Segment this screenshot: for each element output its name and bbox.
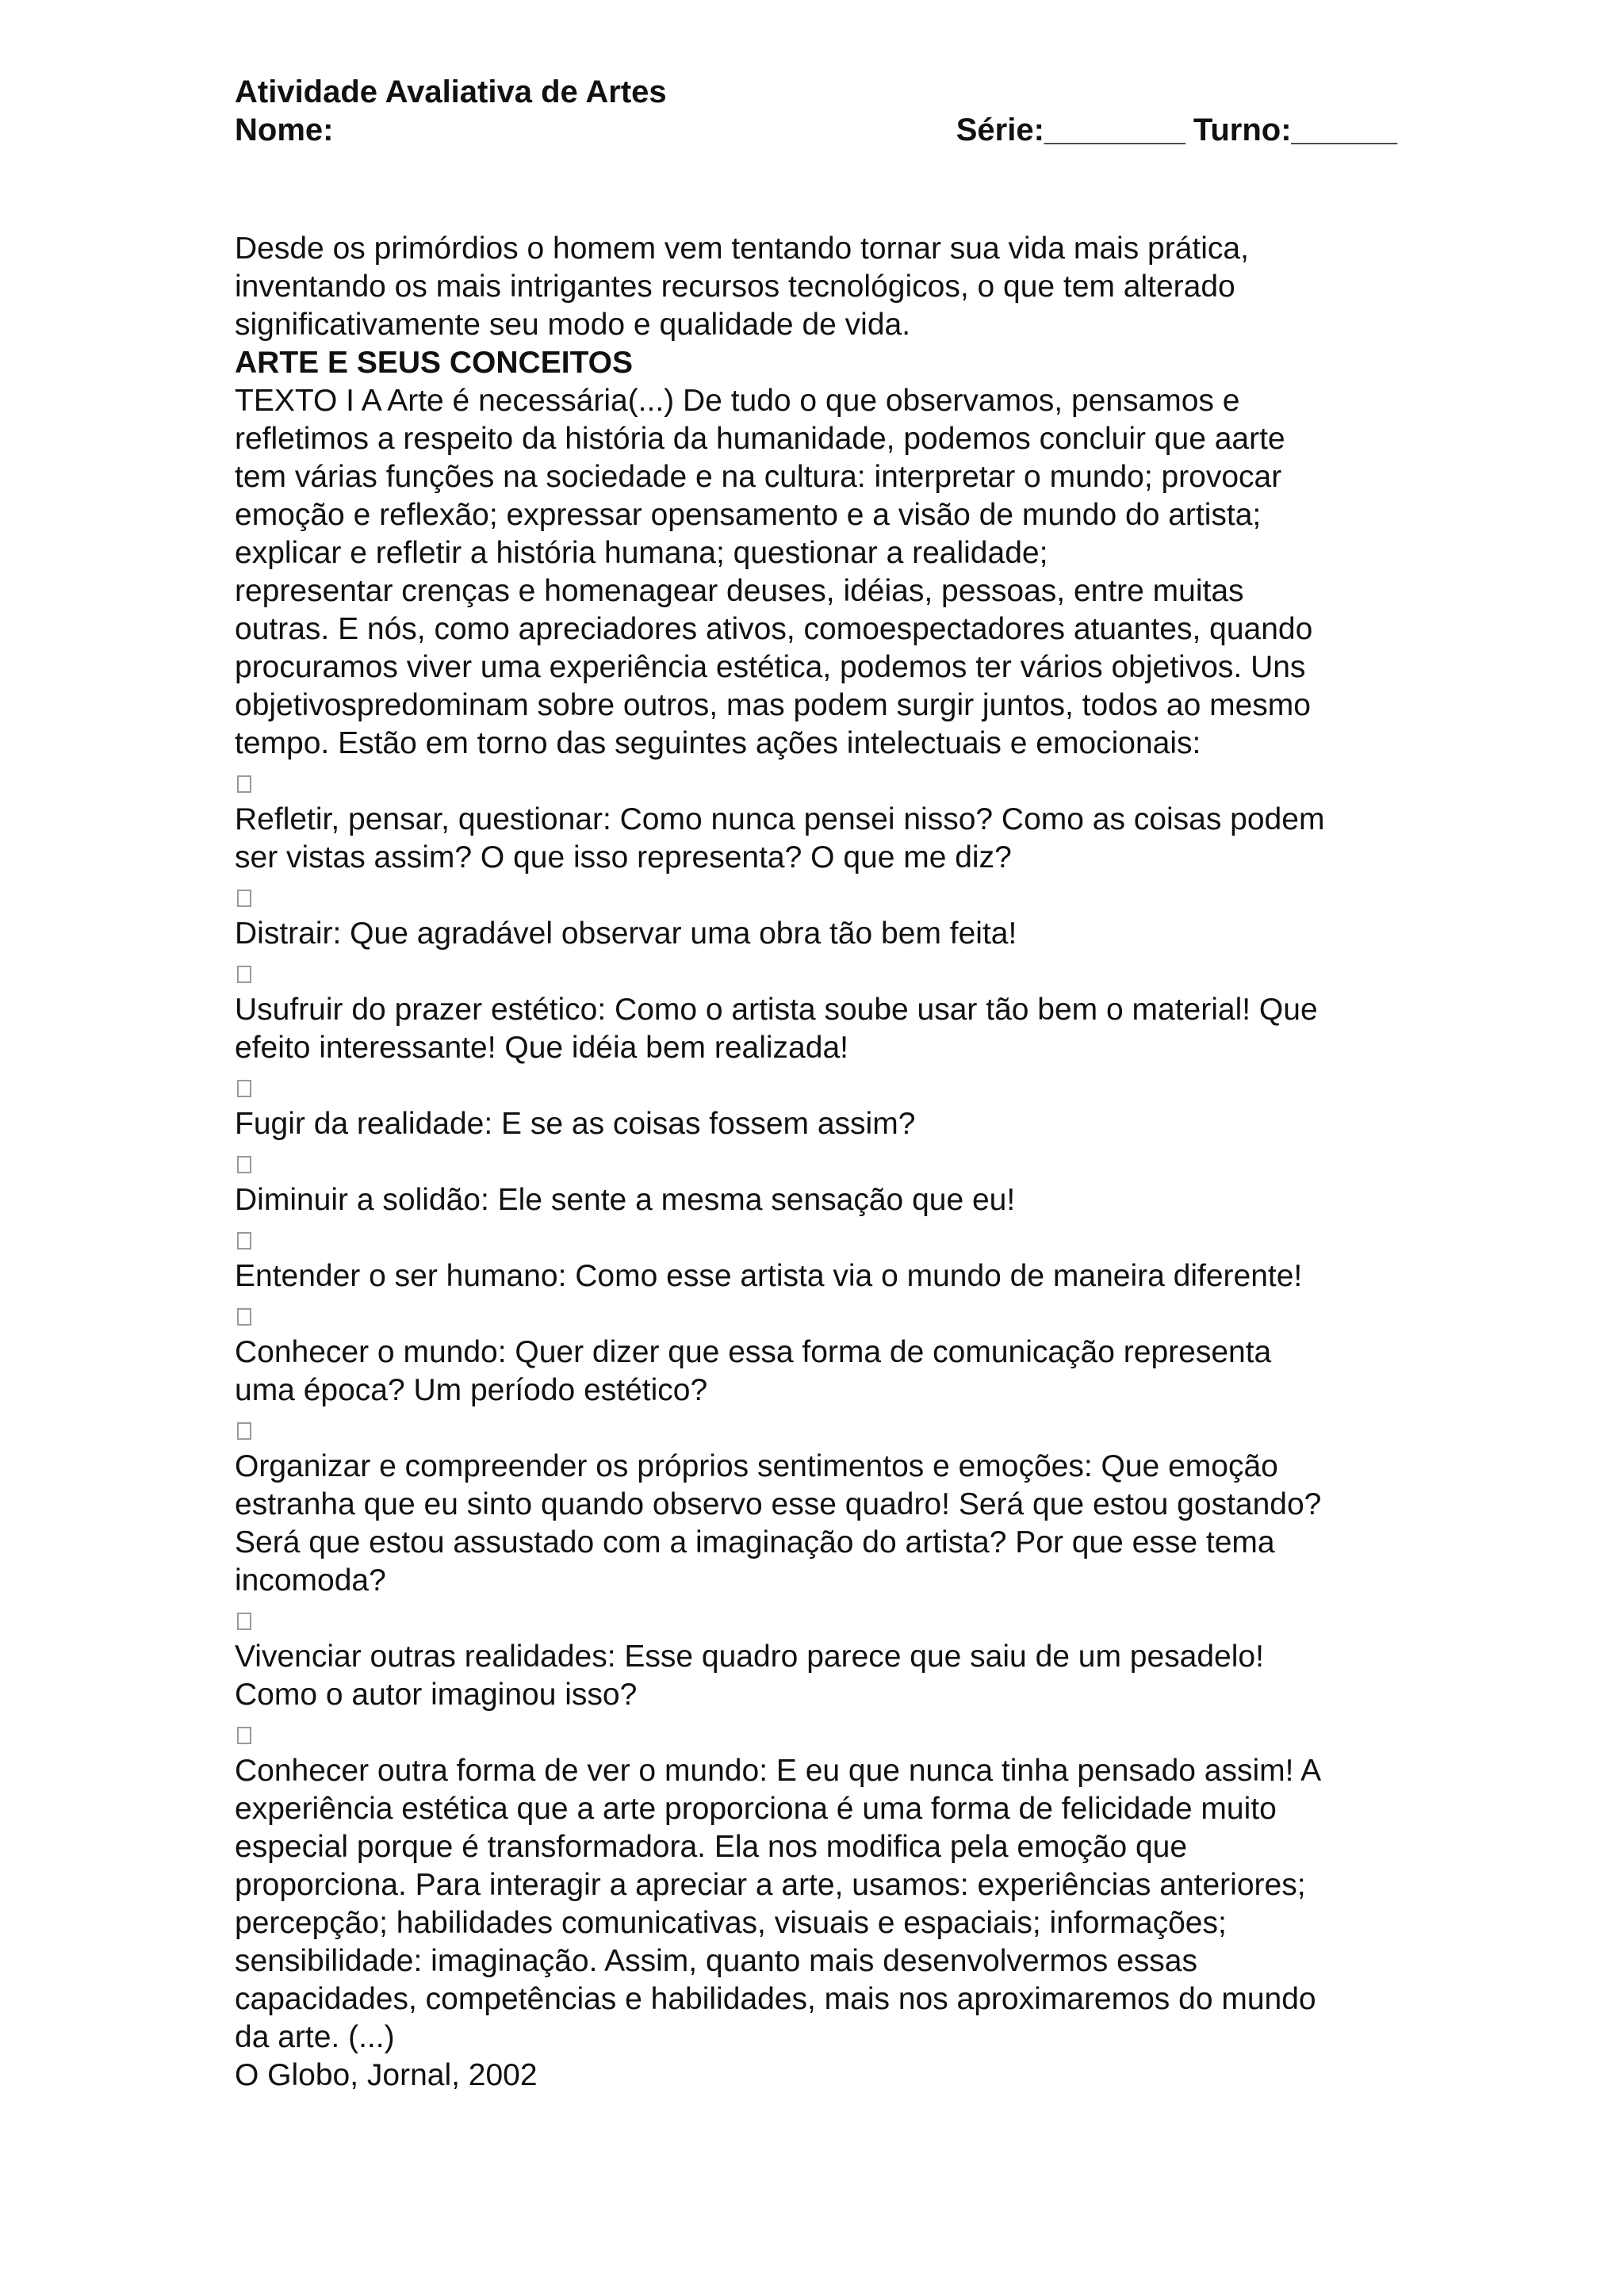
bullet-marker-row <box>235 953 1408 991</box>
bullet-marker-row <box>235 1219 1408 1257</box>
bullet-item-line: capacidades, competências e habilidades, mais nos aproximaremos do mundo <box>235 1982 1316 2016</box>
missing-glyph-box-icon <box>237 966 251 983</box>
text-paragraph-line: TEXTO I A Arte é necessária(...) De tudo o que observamos, pensamos e <box>235 384 1240 418</box>
missing-glyph-box-icon <box>237 1422 251 1440</box>
bullet-marker-row <box>235 763 1408 801</box>
intro-paragraph-line: significativamente seu modo e qualidade de vida. <box>235 308 911 342</box>
bullet-item-line: especial porque é transformadora. Ela nos modifica pela emoção que <box>235 1830 1188 1864</box>
missing-glyph-box-icon <box>237 1308 251 1326</box>
text-paragraph-line: refletimos a respeito da história da humanidade, podemos concluir que aarte <box>235 422 1285 456</box>
missing-glyph-box-icon <box>237 1156 251 1173</box>
bullet-item-line: incomoda? <box>235 1563 386 1598</box>
bullet-item-line: Fugir da realidade: E se as coisas fossem assim? <box>235 1107 916 1141</box>
bullet-item-line: Refletir, pensar, questionar: Como nunca pensei nisso? Como as coisas podem <box>235 802 1325 836</box>
intro-paragraph-line: Desde os primórdios o homem vem tentando tornar sua vida mais prática, <box>235 232 1249 266</box>
bullet-marker-row <box>235 1600 1408 1638</box>
bullet-item-line: Conhecer o mundo: Quer dizer que essa forma de comunicação representa <box>235 1335 1272 1369</box>
bullet-marker-row <box>235 1410 1408 1448</box>
serie-turno-fields <box>956 111 1397 149</box>
bullet-marker-row <box>235 877 1408 915</box>
text-paragraph-line: objetivospredominam sobre outros, mas podem surgir juntos, todos ao mesmo <box>235 688 1311 722</box>
bullet-item-line: percepção; habilidades comunicativas, visuais e espaciais; informações; <box>235 1906 1227 1940</box>
missing-glyph-box-icon <box>237 1232 251 1249</box>
document-page <box>235 73 1408 2095</box>
bullet-marker-row <box>235 1067 1408 1105</box>
bullet-item-line: Como o autor imaginou isso? <box>235 1678 638 1712</box>
bullet-marker-row <box>235 1714 1408 1752</box>
text-paragraph-line: procuramos viver uma experiência estética, podemos ter vários objetivos. Uns <box>235 650 1306 684</box>
text-paragraph-line: representar crenças e homenagear deuses, idéias, pessoas, entre muitas <box>235 574 1244 608</box>
intro-paragraph-line: inventando os mais intrigantes recursos tecnológicos, o que tem alterado <box>235 270 1235 304</box>
bullet-item-line: Entender o ser humano: Como esse artista via o mundo de maneira diferente! <box>235 1259 1303 1293</box>
bullet-item-line: Diminuir a solidão: Ele sente a mesma sensação que eu! <box>235 1183 1016 1217</box>
header-fields-row <box>235 111 1397 149</box>
source-citation: O Globo, Jornal, 2002 <box>235 2058 538 2092</box>
missing-glyph-box-icon <box>237 890 251 907</box>
serie-field-label: Série:________ <box>956 113 1185 147</box>
missing-glyph-box-icon <box>237 1080 251 1097</box>
name-field-label: Nome: <box>235 113 334 147</box>
bullet-item-line: Distrair: Que agradável observar uma obra tão bem feita! <box>235 916 1017 951</box>
section-heading: ARTE E SEUS CONCEITOS <box>235 346 634 380</box>
bullet-item-line: Vivenciar outras realidades: Esse quadro parece que saiu de um pesadelo! <box>235 1640 1264 1674</box>
bullet-item-line: proporciona. Para interagir a apreciar a arte, usamos: experiências anteriores; <box>235 1868 1306 1902</box>
bullet-marker-row <box>235 1143 1408 1181</box>
turno-field-label: Turno:______ <box>1193 113 1397 147</box>
text-paragraph-line: outras. E nós, como apreciadores ativos, comoespectadores atuantes, quando <box>235 612 1313 646</box>
bullet-item-line: da arte. (...) <box>235 2020 395 2054</box>
document-title: Atividade Avaliativa de Artes <box>235 75 667 109</box>
bullet-item-line: Conhecer outra forma de ver o mundo: E eu que nunca tinha pensado assim! A <box>235 1754 1322 1788</box>
bullet-item-line: ser vistas assim? O que isso representa? O que me diz? <box>235 840 1012 874</box>
missing-glyph-box-icon <box>237 1727 251 1744</box>
missing-glyph-box-icon <box>237 775 251 793</box>
bullet-item-line: uma época? Um período estético? <box>235 1373 708 1407</box>
text-paragraph-line: tem várias funções na sociedade e na cultura: interpretar o mundo; provocar <box>235 460 1282 494</box>
bullet-item-line: Será que estou assustado com a imaginação do artista? Por que esse tema <box>235 1525 1275 1559</box>
bullet-item-line: experiência estética que a arte proporciona é uma forma de felicidade muito <box>235 1792 1277 1826</box>
bullet-item-line: efeito interessante! Que idéia bem realizada! <box>235 1031 848 1065</box>
text-paragraph-line: tempo. Estão em torno das seguintes ações intelectuais e emocionais: <box>235 726 1201 760</box>
header-spacer <box>235 149 1408 230</box>
document-body <box>235 230 1408 2095</box>
text-paragraph-line: emoção e reflexão; expressar opensamento e a visão de mundo do artista; <box>235 498 1262 532</box>
bullet-item-line: estranha que eu sinto quando observo esse quadro! Será que estou gostando? <box>235 1487 1322 1521</box>
text-paragraph-line: explicar e refletir a história humana; questionar a realidade; <box>235 536 1048 570</box>
bullet-marker-row <box>235 1295 1408 1334</box>
bullet-item-line: Usufruir do prazer estético: Como o artista soube usar tão bem o material! Que <box>235 993 1318 1027</box>
bullet-item-line: Organizar e compreender os próprios sentimentos e emoções: Que emoção <box>235 1449 1278 1483</box>
missing-glyph-box-icon <box>237 1613 251 1630</box>
bullet-item-line: sensibilidade: imaginação. Assim, quanto mais desenvolvermos essas <box>235 1944 1197 1978</box>
